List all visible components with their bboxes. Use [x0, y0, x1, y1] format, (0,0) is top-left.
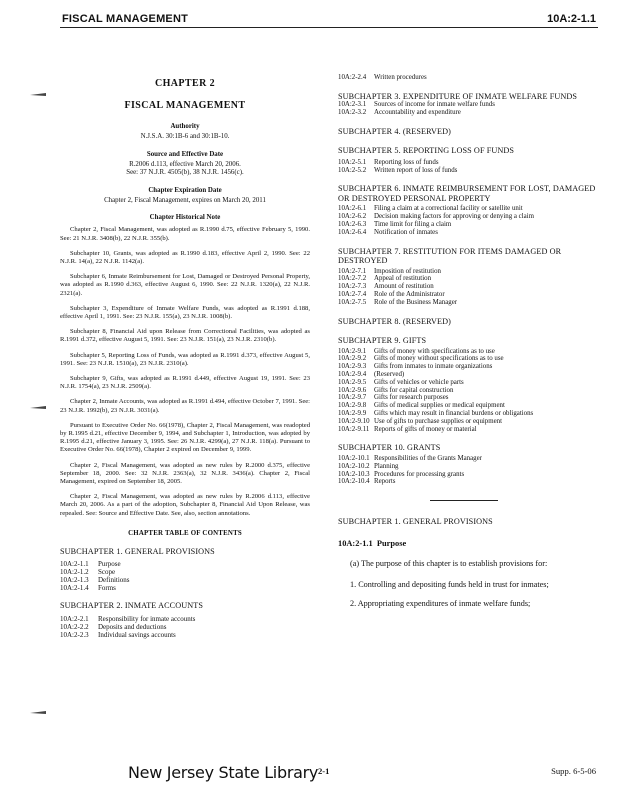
toc-entry: 10A:2-1.1 Purpose	[60, 560, 121, 569]
history-heading: Chapter Historical Note	[149, 214, 221, 222]
toc-subchapter-title: SUBCHAPTER 5. REPORTING LOSS OF FUNDS	[338, 146, 515, 156]
section-number: 10A:2-1.1	[338, 538, 373, 548]
toc-entry: 10A:2-10.3 Procedures for processing grants	[338, 470, 465, 478]
toc-entry: 10A:2-7.1 Imposition of restitution	[338, 267, 441, 275]
toc-heading: CHAPTER TABLE OF CONTENTS	[128, 529, 242, 537]
page-number: 2-1	[318, 766, 330, 776]
toc-entry: 10A:2-9.11 Reports of gifts of money or material	[338, 425, 477, 433]
toc-entry: 10A:2-9.9 Gifts which may result in financial burdens or obligations	[338, 410, 534, 418]
toc-entry: 10A:2-9.7 Gifts for research purposes	[338, 394, 449, 402]
body-paragraph: (a) The purpose of this chapter is to establish provisions for:	[350, 558, 548, 568]
toc-entry: 10A:2-9.10 Use of gifts to purchase supplies or equipment	[338, 417, 503, 425]
toc-entry: 10A:2-9.5 Gifts of vehicles or vehicle parts	[338, 378, 464, 386]
toc-entry: 10A:2-9.4 (Reserved)	[338, 371, 405, 379]
section-heading	[338, 539, 600, 548]
toc-subchapter-title: SUBCHAPTER 10. GRANTS	[338, 443, 441, 453]
toc-entry: 10A:2-9.6 Gifts for capital construction	[338, 386, 454, 394]
history-paragraph: Pursuant to Executive Order No. 66(1978), Chapter 2, Fiscal Management, was readopted by R.1995 d.21, effective December 9, 1994, and Subchapter 1, Introduction, was adopted by R.1995 d.21, effective January 3, 1995. See: 26 N.J.R. 4299(a), 27 N.J.R. 118(a). Pursuant to Executive Order No. 66(1978), Chapter 2 expired on December 9, 1999.	[60, 421, 310, 454]
toc-entry: 10A:2-2.2 Deposits and deductions	[60, 622, 167, 631]
toc-entry: 10A:2-10.2 Planning	[338, 462, 399, 470]
toc-entry: 10A:2-5.2 Written report of loss of funds	[338, 166, 458, 174]
history-paragraph: Chapter 2, Fiscal Management, was adopted as R.1990 d.75, effective February 5, 1990. See: 21 N.J.R. 3408(b), 22 N.J.R. 355(b).	[60, 226, 310, 242]
toc-entry: 10A:2-9.3 Gifts from inmates to inmate organizations	[338, 363, 493, 371]
left-column	[60, 78, 310, 639]
expiration-text: Chapter 2, Fiscal Management, expires on March 20, 2011	[104, 196, 266, 204]
body-subchapter-title: SUBCHAPTER 1. GENERAL PROVISIONS	[338, 517, 493, 527]
toc-entry: 10A:2-3.2 Accountability and expenditure	[338, 109, 461, 117]
history-paragraph: Subchapter 10, Grants, was adopted as R.1990 d.183, effective April 2, 1990. See: 22 N.J.R. 14(a), 22 N.J.R. 1142(a).	[60, 249, 310, 265]
expiration-heading: Chapter Expiration Date	[148, 186, 222, 194]
toc-subchapter-title: SUBCHAPTER 1. GENERAL PROVISIONS	[60, 546, 215, 556]
toc-entry: 10A:2-9.2 Gifts of money without specifications as to use	[338, 355, 504, 363]
margin-mark-icon	[30, 710, 46, 716]
toc-entry: 10A:2-6.4 Notification of inmates	[338, 228, 438, 236]
chapter-label: CHAPTER 2	[155, 78, 215, 89]
toc-subchapter-title: SUBCHAPTER 3. EXPENDITURE OF INMATE WELFARE FUNDS	[338, 91, 578, 101]
margin-mark-icon	[30, 405, 46, 411]
section-divider	[430, 500, 498, 501]
history-paragraph: Subchapter 5, Reporting Loss of Funds, was adopted as R.1991 d.373, effective August 5, 1991. See: 23 N.J.R. 1510(a), 23 N.J.R. 2310(a).	[60, 351, 310, 367]
toc-entry: 10A:2-7.5 Role of the Business Manager	[338, 298, 458, 306]
body-paragraph: 2. Appropriating expenditures of inmate welfare funds;	[350, 598, 531, 608]
source-line: R.2006 d.113, effective March 20, 2006.	[129, 160, 241, 168]
running-header-section: 10A:2-1.1	[547, 13, 596, 25]
toc-subchapter-title: SUBCHAPTER 7. RESTITUTION FOR ITEMS DAMAGED OR DESTROYED	[338, 246, 562, 266]
body-paragraph: 1. Controlling and depositing funds held in trust for inmates;	[350, 579, 549, 589]
source-line: See: 37 N.J.R. 4505(b), 38 N.J.R. 1456(c).	[126, 169, 244, 177]
margin-mark-icon	[30, 92, 46, 98]
toc-entry: 10A:2-2.3 Individual savings accounts	[60, 630, 176, 639]
toc-subchapter-title: SUBCHAPTER 2. INMATE ACCOUNTS	[60, 601, 204, 611]
history-paragraph: Chapter 2, Inmate Accounts, was adopted as R.1991 d.494, effective October 7, 1991. See: 23 N.J.R. 1992(b), 23 N.J.R. 3031(a).	[60, 398, 310, 414]
chapter-title: FISCAL MANAGEMENT	[124, 100, 246, 111]
history-paragraph: Chapter 2, Fiscal Management, was adopted as new rules by R.2000 d.375, effective September 18, 2000. See: 32 N.J.R. 2363(a), 32 N.J.R. 3436(a). Chapter 2, Fiscal Management, expired on September 18, 2005.	[60, 461, 310, 486]
source-heading: Source and Effective Date	[146, 150, 224, 158]
toc-subchapter-title: SUBCHAPTER 8. (RESERVED)	[338, 316, 451, 326]
toc-subchapter-title: SUBCHAPTER 4. (RESERVED)	[338, 126, 451, 136]
toc-entry: 10A:2-2.4 Written procedures	[338, 74, 427, 81]
toc-entry: 10A:2-6.1 Filing a claim at a correctional facility or satellite unit	[338, 205, 523, 213]
toc-entry: 10A:2-1.3 Definitions	[60, 576, 130, 585]
history-paragraph: Subchapter 3, Expenditure of Inmate Welfare Funds, was adopted as R.1991 d.188, effective April 1, 1991. See: 23 N.J.R. 155(a), 23 N.J.R. 1008(b).	[60, 304, 310, 320]
toc-subchapter-title: SUBCHAPTER 6. INMATE REIMBURSEMENT FOR LOST, DAMAGED OR DESTROYED PERSONAL PROPERTY	[338, 184, 596, 203]
right-column	[338, 74, 600, 617]
header-rule	[60, 27, 598, 28]
history-paragraph: Chapter 2, Fiscal Management, was adopted as new rules by R.2006 d.113, effective March 20, 2006. As a part of the adoption, Subchapter 8, Financial Aid Upon Release, was repealed. See: Source and Effective Date. See, also, section annotations.	[60, 493, 310, 517]
section-title: Purpose	[376, 538, 407, 548]
toc-entry: 10A:2-9.1 Gifts of money with specifications as to use	[338, 347, 495, 355]
toc-entry: 10A:2-7.3 Amount of restitution	[338, 283, 434, 291]
toc-subchapter-title: SUBCHAPTER 9. GIFTS	[338, 336, 427, 346]
supplement-date: Supp. 6-5-06	[551, 766, 596, 776]
toc-entry: 10A:2-5.1 Reporting loss of funds	[338, 158, 439, 166]
running-header-title: FISCAL MANAGEMENT	[62, 13, 189, 25]
toc-entry: 10A:2-10.1 Responsibilities of the Grants Manager	[338, 454, 482, 462]
authority-heading: Authority	[170, 123, 200, 130]
toc-entry: 10A:2-6.3 Time limit for filing a claim	[338, 221, 452, 229]
toc-entry: 10A:2-1.4 Forms	[60, 584, 116, 593]
history-paragraph: Subchapter 6, Inmate Reimbursement for Lost, Damaged or Destroyed Personal Property, was adopted as R.1990 d.363, effective August 6, 1990. See: 22 N.J.R. 1320(a), 22 N.J.R. 2321(a).	[60, 273, 310, 297]
toc-entry: 10A:2-9.8 Gifts of medical supplies or medical equipment	[338, 402, 505, 410]
toc-entry: 10A:2-1.2 Scope	[60, 568, 116, 577]
history-paragraph: Subchapter 9, Gifts, was adopted as R.1991 d.449, effective August 19, 1991. See: 23 N.J.R. 1754(a), 23 N.J.R. 2509(a).	[60, 375, 310, 391]
toc-entry: 10A:2-7.2 Appeal of restitution	[338, 275, 432, 283]
authority-text: N.J.S.A. 30:1B-6 and 30:1B-10.	[140, 133, 230, 140]
toc-entry: 10A:2-6.2 Decision making factors for approving or denying a claim	[338, 213, 534, 221]
library-stamp: New Jersey State Library	[128, 763, 319, 782]
toc-entry: 10A:2-2.1 Responsibility for inmate accounts	[60, 614, 196, 623]
history-paragraph: Subchapter 8, Financial Aid upon Release from Correctional Facilities, was adopted as R.1991 d.372, effective August 5, 1991. See: 23 N.J.R. 151(a), 23 N.J.R. 2310(b).	[60, 328, 310, 344]
toc-entry: 10A:2-10.4 Reports	[338, 478, 396, 486]
toc-entry: 10A:2-3.1 Sources of income for inmate welfare funds	[338, 101, 495, 109]
toc-entry: 10A:2-7.4 Role of the Administrator	[338, 291, 445, 299]
